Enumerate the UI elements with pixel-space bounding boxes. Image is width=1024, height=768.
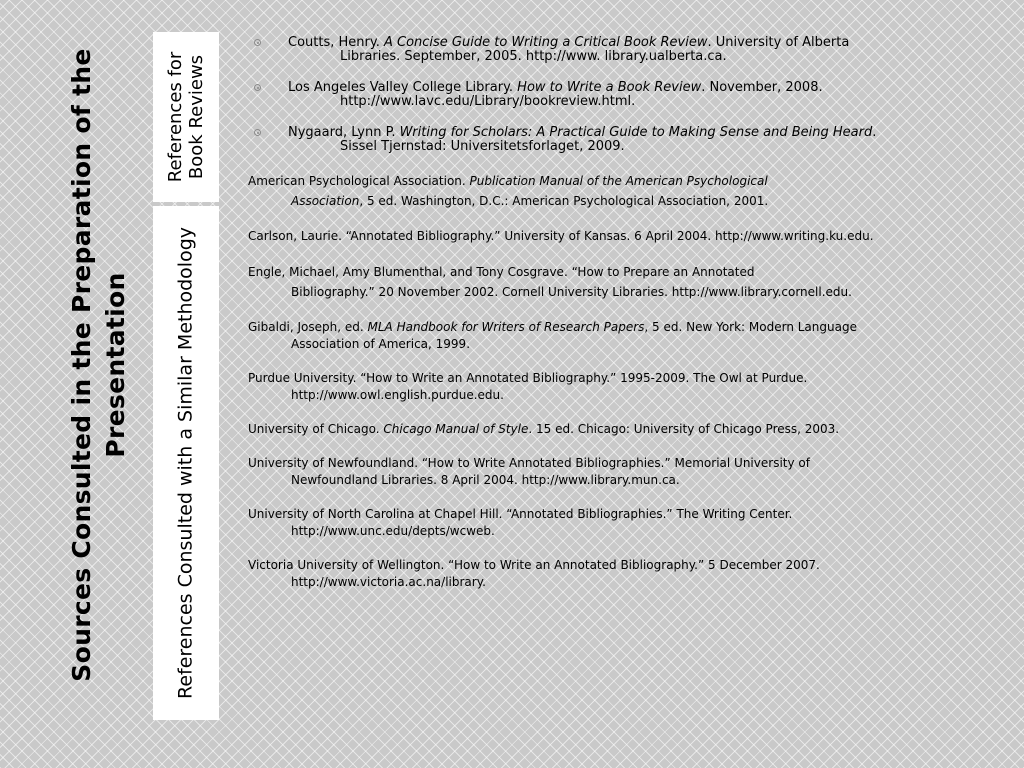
slide-title: Sources Consulted in the Preparation of the Presentation <box>67 48 130 682</box>
bullet-icon <box>254 39 261 46</box>
methodology-reference: University of Newfoundland. “How to Write Annotated Bibliographies.” Memorial University of Newfoundland Libraries. 8 April 2004. http://www.library.mun.ca. <box>248 456 810 487</box>
bullet-icon <box>254 129 261 136</box>
tab-methodology-label: References Consulted with a Similar Methodology <box>174 226 197 700</box>
methodology-reference: Purdue University. “How to Write an Annotated Bibliography.” 1995-2009. The Owl at Purdue. http://www.owl.english.purdue.edu. <box>248 371 808 402</box>
tab-book-reviews[interactable] <box>153 32 219 202</box>
methodology-references <box>248 171 988 591</box>
methodology-reference: University of North Carolina at Chapel Hill. “Annotated Bibliographies.” The Writing Center. http://www.unc.edu/depts/wcweb. <box>248 507 793 538</box>
tab-methodology[interactable] <box>153 206 219 720</box>
tab-book-reviews-label: References for Book Reviews <box>165 51 207 183</box>
methodology-reference: Engle, Michael, Amy Blumenthal, and Tony Cosgrave. “How to Prepare an Annotated Bibliography.” 20 November 2002. Cornell University Libraries. http://www.library.cornell.edu. <box>248 265 852 299</box>
book-review-references <box>248 36 988 154</box>
methodology-reference: Carlson, Laurie. “Annotated Bibliography.” University of Kansas. 6 April 2004. http://www.writing.ku.edu. <box>248 229 874 243</box>
methodology-reference: University of Chicago. Chicago Manual of Style. 15 ed. Chicago: University of Chicago Press, 2003. <box>248 422 840 436</box>
book-review-reference: Nygaard, Lynn P. Writing for Scholars: A Practical Guide to Making Sense and Being Heard. Sissel Tjernstad: Universitetsforlaget, 2009. <box>248 126 988 154</box>
book-review-reference: Los Angeles Valley College Library. How to Write a Book Review. November, 2008. http://www.lavc.edu/Library/bookreview.html. <box>248 81 988 109</box>
methodology-reference: Victoria University of Wellington. “How to Write an Annotated Bibliography.” 5 December 2007. http://www.victoria.ac.na/library. <box>248 558 820 589</box>
slide-title-container <box>60 30 138 700</box>
methodology-reference: Gibaldi, Joseph, ed. MLA Handbook for Writers of Research Papers, 5 ed. New York: Modern Language Association of America, 1999. <box>248 320 857 351</box>
book-review-reference: Coutts, Henry. A Concise Guide to Writing a Critical Book Review. University of Alberta Libraries. September, 2005. http://www. library.ualberta.ca. <box>248 36 988 64</box>
bullet-icon <box>254 84 261 91</box>
references-content <box>248 36 988 608</box>
methodology-reference: American Psychological Association. Publication Manual of the American Psychological Association, 5 ed. Washington, D.C.: American Psychological Association, 2001. <box>248 174 769 208</box>
